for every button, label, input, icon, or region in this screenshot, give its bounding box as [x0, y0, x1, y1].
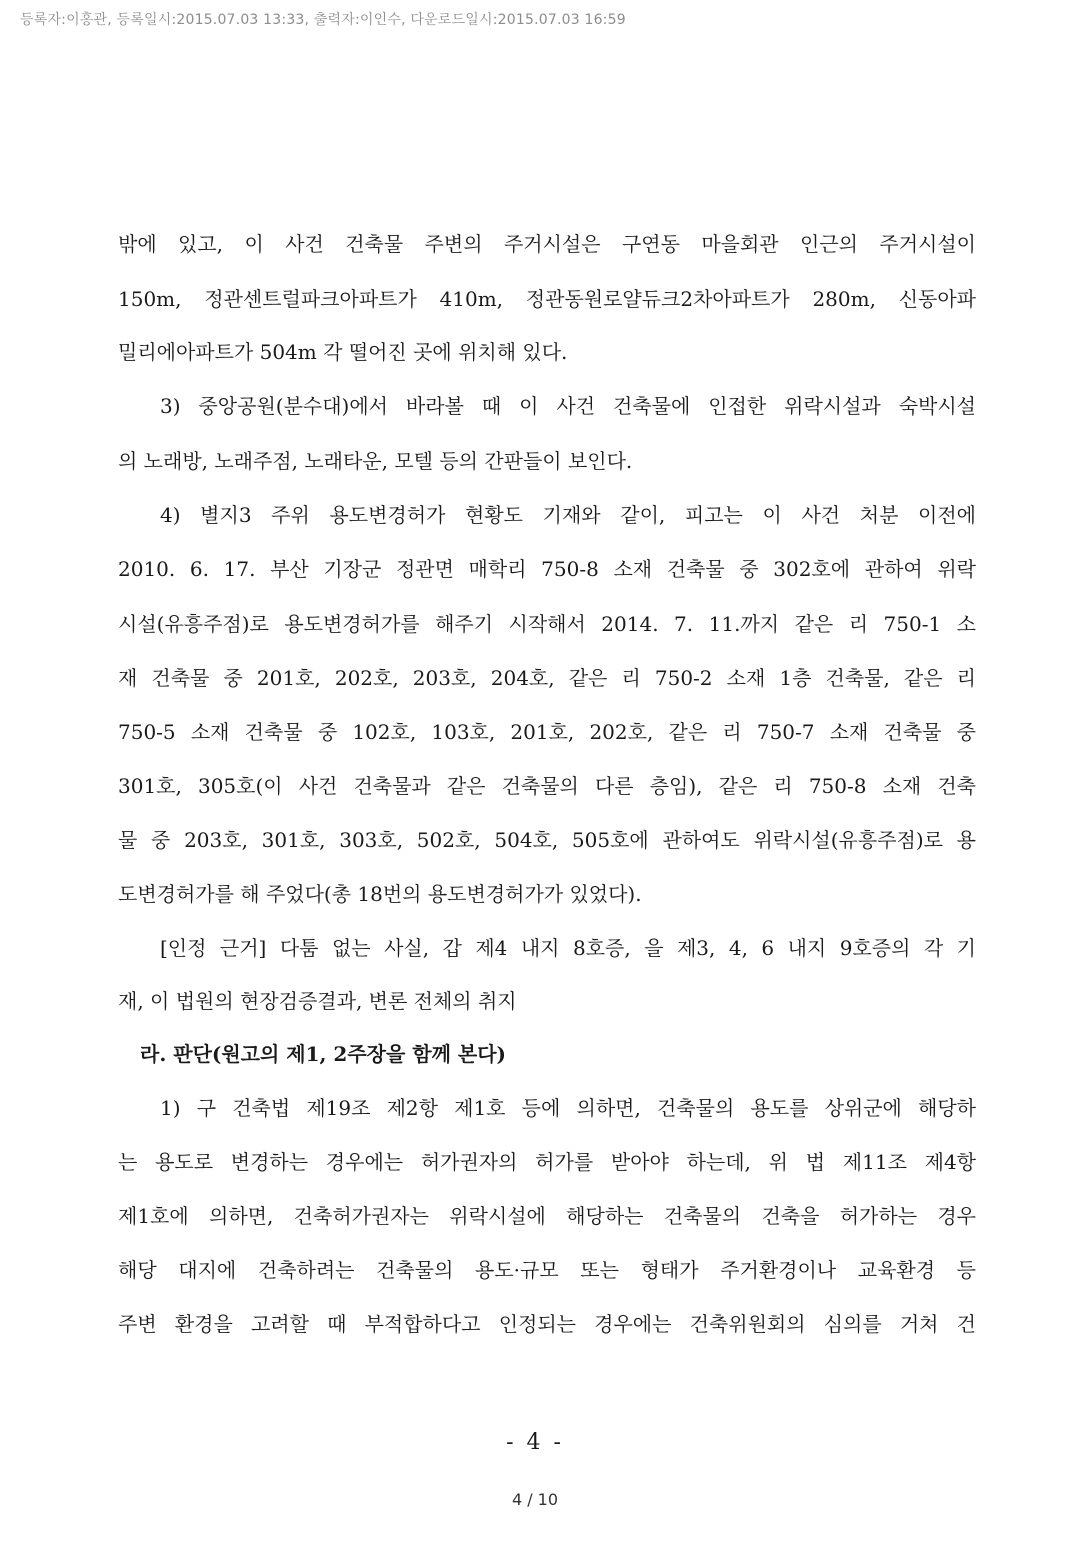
page-counter: 4 / 10 — [511, 1490, 559, 1509]
body-line-19: 제1호에 의하면, 건축허가권자는 위락시설에 해당하는 건축물의 건축을 허가하는 경우 — [118, 1204, 976, 1228]
document-header-meta: 등록자:이홍관, 등록일시:2015.07.03 13:33, 출력자:이인수, 다운로드일시:2015.07.03 16:59 — [20, 12, 626, 28]
body-line-5: 의 노래방, 노래주점, 노래타운, 모텔 등의 간판들이 보인다. — [118, 449, 633, 473]
body-line-13: 도변경허가를 해 주었다(총 18번의 용도변경허가가 있었다). — [118, 882, 642, 906]
body-line-7: 2010. 6. 17. 부산 기장군 정관면 매학리 750-8 소재 건축물 중 302호에 관하여 위락 — [118, 557, 976, 581]
body-line-2: 150m, 정관센트럴파크아파트가 410m, 정관동원로얄듀크2차아파트가 280m, 신동아파 — [118, 287, 976, 311]
body-line-8: 시설(유흥주점)로 용도변경허가를 해주기 시작해서 2014. 7. 11.까지 같은 리 750-1 소 — [118, 612, 976, 636]
body-line-18: 는 용도로 변경하는 경우에는 허가권자의 허가를 받아야 하는데, 위 법 제11조 제4항 — [118, 1150, 976, 1174]
section-heading: 라. 판단(원고의 제1, 2주장을 함께 본다) — [140, 1042, 506, 1066]
body-line-21: 주변 환경을 고려할 때 부적합하다고 인정되는 경우에는 건축위원회의 심의를 거쳐 건 — [118, 1312, 976, 1336]
body-line-14: [인정 근거] 다툼 없는 사실, 갑 제4 내지 8호증, 을 제3, 4, 6 내지 9호증의 각 기 — [160, 936, 976, 960]
body-line-12: 물 중 203호, 301호, 303호, 502호, 504호, 505호에 관하여도 위락시설(유흥주점)로 용 — [118, 828, 976, 852]
body-line-9: 재 건축물 중 201호, 202호, 203호, 204호, 같은 리 750-2 소재 1층 건축물, 같은 리 — [118, 666, 976, 690]
page-number: - 4 - — [506, 1430, 564, 1455]
body-line-10: 750-5 소재 건축물 중 102호, 103호, 201호, 202호, 같은 리 750-7 소재 건축물 중 — [118, 720, 976, 744]
body-line-20: 해당 대지에 건축하려는 건축물의 용도·규모 또는 형태가 주거환경이나 교육환경 등 — [118, 1258, 976, 1282]
body-line-6: 4) 별지3 주위 용도변경허가 현황도 기재와 같이, 피고는 이 사건 처분 이전에 — [160, 503, 976, 527]
body-line-3: 밀리에아파트가 504m 각 떨어진 곳에 위치해 있다. — [118, 340, 568, 364]
body-line-17: 1) 구 건축법 제19조 제2항 제1호 등에 의하면, 건축물의 용도를 상위군에 해당하 — [160, 1096, 976, 1120]
body-line-4: 3) 중앙공원(분수대)에서 바라볼 때 이 사건 건축물에 인접한 위락시설과 숙박시설 — [160, 394, 976, 418]
body-line-15: 재, 이 법원의 현장검증결과, 변론 전체의 취지 — [118, 989, 517, 1013]
body-line-1: 밖에 있고, 이 사건 건축물 주변의 주거시설은 구연동 마을회관 인근의 주거시설이 — [118, 232, 976, 256]
body-line-11: 301호, 305호(이 사건 건축물과 같은 건축물의 다른 층임), 같은 리 750-8 소재 건축 — [118, 774, 976, 798]
